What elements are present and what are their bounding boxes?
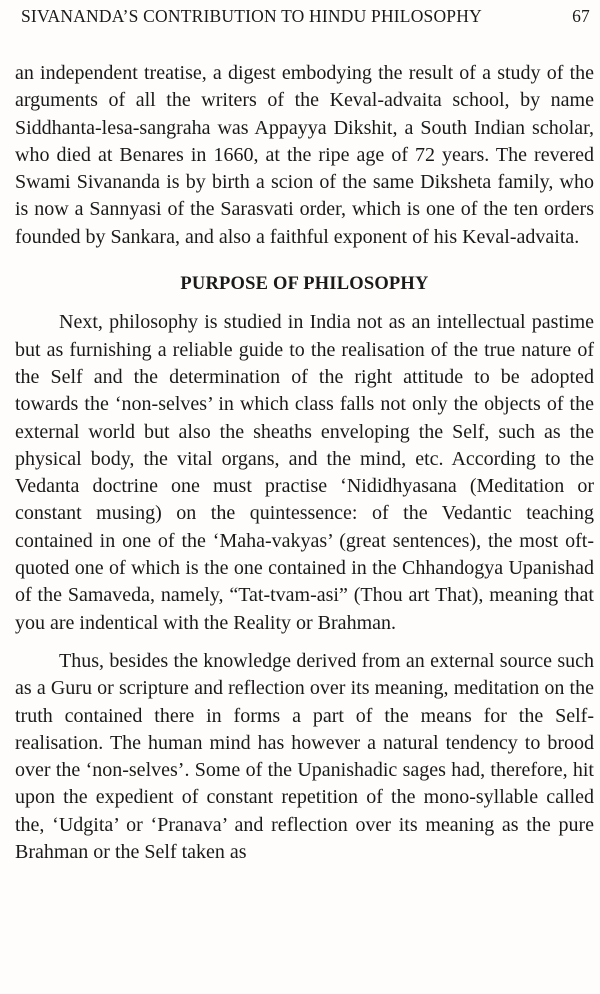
paragraph-means: Thus, besides the knowledge derived from an external source such as a Guru or scripture and reflection over its meaning, meditation on the truth contained there in forms a part of the means for the Self-realisation. The human mind has however a natural tendency to brood over the ‘non-selves’. Some of the Upanishadic sages had, therefore, hit upon the expedient of constant repetition of the mono-syllable called the, ‘Udgita’ or ‘Pranava’ and reflection over its meaning as the pure Brahman or the Self taken as [15,649,594,864]
paragraph-purpose: Next, philosophy is studied in India not as an intellectual pastime but as furnishing a reliable guide to the realisation of the true nature of the Self and the determination of the right attitude to be adopted towards the ‘non-selves’ in which class falls not only the objects of the external world but also the sheaths enveloping the Self, such as the physical body, the vital organs, and the mind, etc. According to the Vedanta doctrine one must practise ‘Nididhyasana (Meditation or constant musing) on the quintessence: of the Vedantic teaching contained in one of the ‘Maha-vakyas’ (great sentences), the most oft-quoted one of which is the one contained in the Chhandogya Upanishad of the Samaveda, namely, “Tat-tvam-asi” (Thou art That), meaning that you are indentical with the Reality or Brahman. [15,311,594,634]
page-body [15,60,594,866]
running-header [15,6,594,32]
section-heading: PURPOSE OF PHILOSOPHY [180,274,429,295]
page-number: 67 [572,6,590,26]
paragraph-continuation: an independent treatise, a digest embodying the result of a study of the arguments of all the writers of the Keval-advaita school, by name Siddhanta-lesa-sangraha was Appayya Dikshit, a South Indian scholar, who died at Benares in 1660, at the ripe age of 72 years. The revered Swami Sivananda is by birth a scion of the same Diksheta family, who is now a Sannyasi of the Sarasvati order, which is one of the ten orders founded by Sankara, and also a faithful exponent of his Keval-advaita. [15,62,594,248]
running-title: SIVANANDA’S CONTRIBUTION TO HINDU PHILOSOPHY [21,6,482,26]
